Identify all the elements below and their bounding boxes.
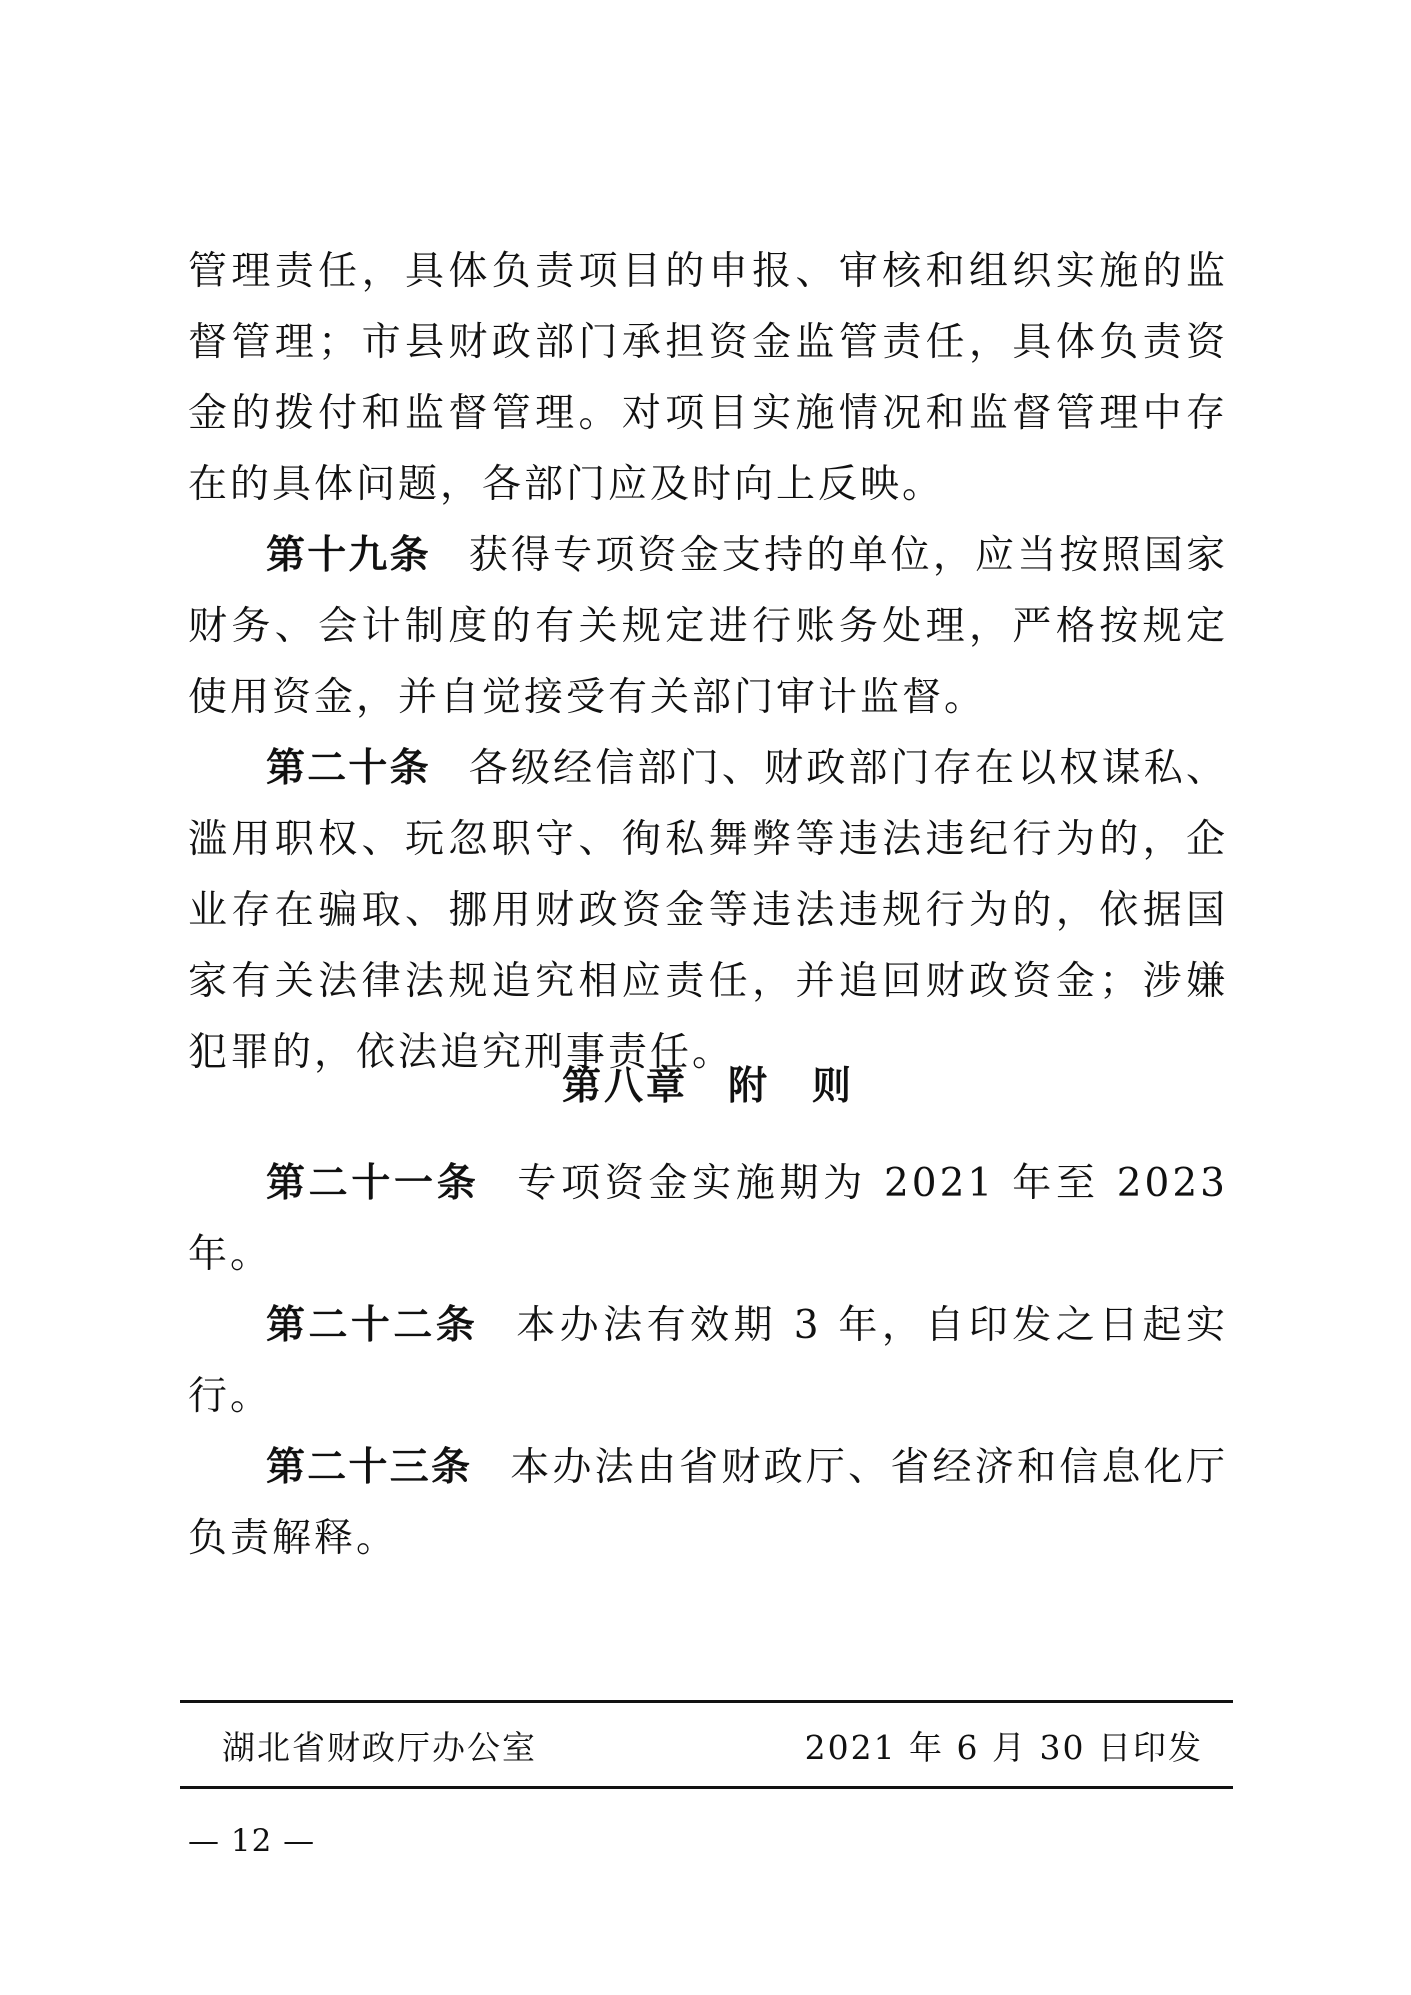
article-19 [188,520,1228,733]
chapter-title: 附 则 [728,1064,855,1109]
article-label: 第二十一条 [266,1161,480,1206]
article-label: 第二十条 [266,746,431,791]
article-text: 获得专项资金支持的单位，应当按照国家财务、会计制度的有关规定进行账务处理，严格按规定使用资金，并自觉接受有关部门审计监督。 [188,533,1228,720]
article-22 [188,1290,1228,1432]
article-label: 第二十三条 [266,1445,473,1490]
chapter-heading [188,1055,1228,1111]
body-section [188,236,1228,1088]
article-text: 本办法有效期 3 年，自印发之日起实行。 [188,1303,1228,1419]
article-label: 第二十二条 [266,1303,479,1348]
imprint-top-rule [180,1700,1233,1703]
imprint-issuer: 湖北省财政厅办公室 [222,1728,537,1767]
article-text: 各级经信部门、财政部门存在以权谋私、滥用职权、玩忽职守、徇私舞弊等违法违纪行为的，企业存在骗取、挪用财政资金等违法违规行为的，依据国家有关法律法规追究相应责任，并追回财政资金；涉嫌犯罪的，依法追究刑事责任。 [188,746,1228,1075]
imprint-date: 2021 年 6 月 30 日印发 [804,1728,1203,1767]
paragraph-continued: 管理责任，具体负责项目的申报、审核和组织实施的监督管理；市县财政部门承担资金监管责任，具体负责资金的拨付和监督管理。对项目实施情况和监督管理中存在的具体问题，各部门应及时向上反映。 [188,249,1228,507]
page-number: — 12 — [188,1823,316,1859]
article-20 [188,733,1228,1088]
article-label: 第十九条 [266,533,431,578]
article-text: 专项资金实施期为 2021 年至 2023 年。 [188,1161,1228,1277]
article-23 [188,1432,1228,1574]
imprint-bottom-rule [180,1786,1233,1789]
appendix-section [188,1148,1228,1574]
article-21 [188,1148,1228,1290]
article-text: 本办法由省财政厅、省经济和信息化厅负责解释。 [188,1445,1228,1561]
chapter-number: 第八章 [561,1064,688,1109]
